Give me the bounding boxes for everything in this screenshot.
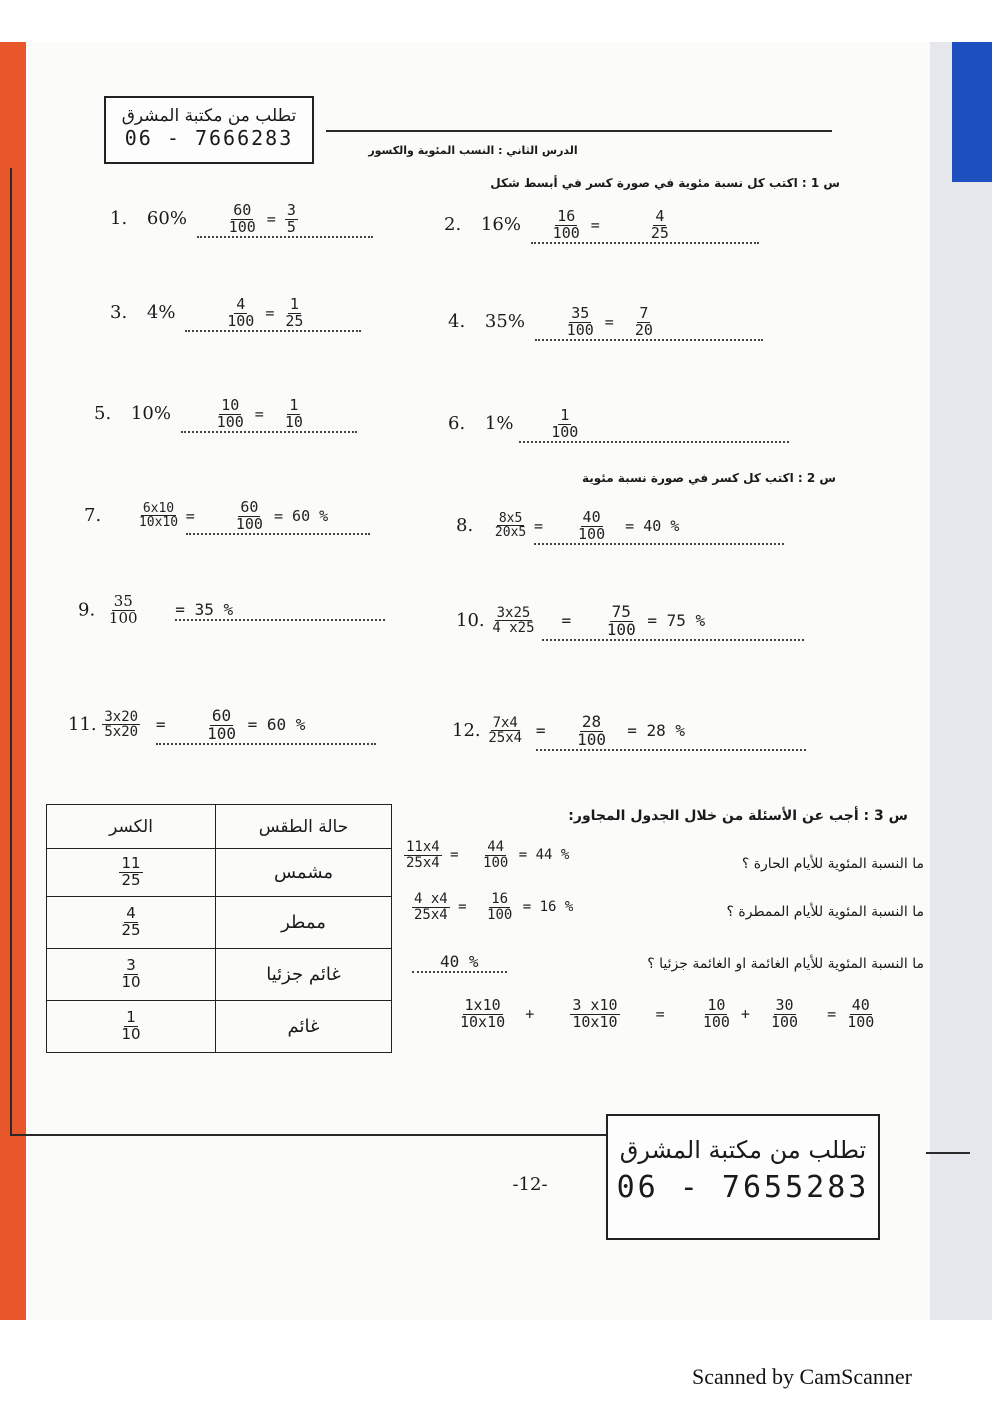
answer-line xyxy=(519,408,789,443)
answer-fraction-simplified: $\frac{1}{25}$ xyxy=(285,295,304,330)
stamp-bottom xyxy=(606,1114,880,1240)
q3-question-1 xyxy=(404,840,924,886)
answer-line: $\frac{10}{100}$ = $\frac{1}{10}$ xyxy=(181,398,357,433)
answer-line: $\frac{35}{100}$ = $\frac{7}{20}$ xyxy=(535,306,763,341)
item-percent: 1% xyxy=(484,412,514,434)
q2-item-7 xyxy=(84,500,370,535)
item-number: 7. xyxy=(84,504,102,526)
weather-table xyxy=(46,804,392,1053)
item-percent: 16% xyxy=(480,213,521,235)
item-percent: 10% xyxy=(130,402,171,424)
q2-item-8 xyxy=(456,510,784,545)
table-row xyxy=(47,1001,392,1053)
answer-percent: 75 % xyxy=(666,610,706,630)
answer-fraction: $\frac{40}{100}$ xyxy=(578,508,606,543)
q2-heading: س 2 : اكتب كل كسر في صورة نسبة مئوية xyxy=(581,471,836,485)
fraction-cell: $\frac{4}{25}$ xyxy=(47,897,216,949)
question-fraction: $\frac{8x5}{20x5}$ xyxy=(494,510,527,541)
item-number: 4. xyxy=(448,310,466,332)
table-row xyxy=(47,897,392,949)
q1-item-3 xyxy=(110,297,361,332)
q3-question-3 xyxy=(412,952,924,982)
question-text: ما النسبة المئوية للأيام الممطرة ؟ xyxy=(726,904,924,920)
answer-fraction: $\frac{60}{100}$ xyxy=(235,498,263,533)
answer-fraction: $\frac{60}{100}$ xyxy=(207,706,236,743)
answer-line: = 35 % xyxy=(175,600,385,621)
question-text: ما النسبة المئوية للأيام الغائمة او الغائمة جزئيا ؟ xyxy=(647,956,924,972)
question-fraction: $\frac{35}{100}$ xyxy=(108,592,138,627)
answer-percent: 35 % xyxy=(194,600,234,620)
work-fraction: $\frac{30}{100}$ xyxy=(771,996,799,1031)
stamp-top-phone: 06 - 7666283 xyxy=(124,126,294,150)
item-number: 5. xyxy=(94,402,112,424)
answer-line: $\frac{60}{100}$ = $\frac{3}{5}$ xyxy=(197,203,373,238)
answer-fraction: $\frac{28}{100}$ xyxy=(577,712,606,749)
item-percent: 60% xyxy=(146,207,187,229)
q2-item-9 xyxy=(78,594,385,627)
answer-percent: 28 % xyxy=(646,720,686,740)
q2-item-11 xyxy=(68,708,376,745)
item-number: 12. xyxy=(452,719,481,741)
answer-work: $\frac{11x4}{25x4}$ = $\frac{44}{100}$ = 44 % xyxy=(406,839,570,871)
item-number: 1. xyxy=(110,207,128,229)
answer-line: $\frac{4}{100}$ = $\frac{1}{25}$ xyxy=(185,297,361,332)
answer-fraction: $\frac{4}{100}$ xyxy=(227,295,255,330)
item-percent: 35% xyxy=(484,310,525,332)
weather-cell: غائم جزئيا xyxy=(216,949,392,1001)
answer-percent: 40 % xyxy=(643,516,680,535)
answer-percent: 60 % xyxy=(292,506,329,525)
item-number: 2. xyxy=(444,213,462,235)
question-fraction: $\frac{6x10}{10x10}$ xyxy=(138,500,179,531)
answer-line: = $\frac{75}{100}$ = 75 % xyxy=(542,604,804,641)
scanner-footer: Scanned by CamScanner xyxy=(692,1364,912,1389)
answer-fraction: $\frac{35}{100}$ xyxy=(566,304,594,339)
question-fraction: $\frac{3x25}{4 x25}$ xyxy=(492,604,535,637)
stamp-top-text: تطلب من مكتبة المشرق xyxy=(121,106,297,126)
answer-line: $\frac{16}{100}$ = $\frac{4}{25}$ xyxy=(531,209,759,244)
answer-line: = $\frac{60}{100}$ = 60 % xyxy=(186,500,370,535)
item-number: 6. xyxy=(448,412,466,434)
answer-line: = $\frac{60}{100}$ = 60 % xyxy=(156,708,376,745)
answer-fraction: $\frac{10}{100}$ xyxy=(216,396,244,431)
item-number: 3. xyxy=(110,301,128,323)
q2-item-12 xyxy=(452,714,806,751)
answer-line: = $\frac{28}{100}$ = 28 % xyxy=(536,714,806,751)
left-border xyxy=(10,168,12,1134)
stamp-bottom-phone: 06 - 7655283 xyxy=(616,1170,870,1205)
stamp-top xyxy=(104,96,314,164)
header-weather: حالة الطقس xyxy=(216,805,392,849)
answer-fraction: $\frac{75}{100}$ xyxy=(606,602,636,639)
q3-question-2 xyxy=(412,892,924,936)
page-edge-blue xyxy=(952,42,992,182)
work-fraction: $\frac{10}{100}$ xyxy=(702,996,730,1031)
q3-work-line: $\frac{1x10}{10x10}$ + $\frac{3 x10}{10x10}$ = $\frac{10}{100}$ + $\frac{30}{100}$ = $\frac{40}{100}$ xyxy=(460,996,875,1031)
answer-percent: 60 % xyxy=(266,714,306,734)
question-fraction: $\frac{7x4}{25x4}$ xyxy=(488,714,523,747)
stamp-bottom-text: تطلب من مكتبة المشرق xyxy=(619,1136,867,1164)
fraction-cell: $\frac{1}{10}$ xyxy=(47,1001,216,1053)
item-number: 8. xyxy=(456,514,474,536)
work-fraction: $\frac{40}{100}$ xyxy=(847,996,875,1031)
fraction-cell: $\frac{11}{25}$ xyxy=(47,849,216,897)
bottom-rule-right xyxy=(926,1152,970,1154)
weather-cell: مشمس xyxy=(216,849,392,897)
answer-fraction-simplified: $\frac{1}{10}$ xyxy=(284,396,303,431)
fraction-cell: $\frac{3}{10}$ xyxy=(47,949,216,1001)
header-rule xyxy=(326,130,832,132)
table-header-row xyxy=(47,805,392,849)
page-edge-right xyxy=(930,42,992,1320)
q1-item-5 xyxy=(94,398,357,433)
work-fraction: $\frac{1x10}{10x10}$ xyxy=(460,996,506,1031)
q1-item-2 xyxy=(444,209,759,244)
table-row xyxy=(47,849,392,897)
header-fraction: الكسر xyxy=(47,805,216,849)
answer-fraction: $\frac{16}{100}$ xyxy=(552,207,580,242)
answer-work: $\frac{4 x4}{25x4}$ = $\frac{16}{100}$ = 16 % xyxy=(414,891,574,923)
item-number: 10. xyxy=(456,609,485,631)
question-fraction: $\frac{3x20}{5x20}$ xyxy=(104,708,139,741)
answer-line: = $\frac{40}{100}$ = 40 % xyxy=(534,510,784,545)
lesson-title: الدرس الثاني : النسب المئوية والكسور xyxy=(368,144,578,157)
item-percent: 4% xyxy=(146,301,176,323)
weather-cell: غائم xyxy=(216,1001,392,1053)
answer-fraction-simplified: $\frac{3}{5}$ xyxy=(286,201,296,236)
q3-heading: س 3 : أجب عن الأسئلة من خلال الجدول المجاور: xyxy=(568,808,908,824)
answer-fraction: $\frac{60}{100}$ xyxy=(228,201,256,236)
table-row xyxy=(47,949,392,1001)
answer-fraction-simplified: $\frac{4}{25}$ xyxy=(650,207,669,242)
bottom-rule xyxy=(10,1134,606,1136)
page-number: -12- xyxy=(512,1174,548,1195)
q1-item-6 xyxy=(448,408,789,443)
q1-item-1 xyxy=(110,203,373,238)
answer-fraction-simplified: $\frac{7}{20}$ xyxy=(634,304,653,339)
answer-fraction: $\frac{1}{100}$ xyxy=(551,406,579,441)
item-number: 9. xyxy=(78,599,96,621)
q1-heading: س 1 : اكتب كل نسبة مئوية في صورة كسر في أبسط شكل xyxy=(490,176,840,190)
item-number: 11. xyxy=(68,713,97,735)
answer-percent: 40 % xyxy=(412,952,507,973)
work-fraction: $\frac{3 x10}{10x10}$ xyxy=(572,996,618,1031)
question-text: ما النسبة المئوية للأيام الحارة ؟ xyxy=(741,856,924,872)
q1-item-4 xyxy=(448,306,763,341)
weather-cell: ممطر xyxy=(216,897,392,949)
q2-item-10 xyxy=(456,604,804,641)
